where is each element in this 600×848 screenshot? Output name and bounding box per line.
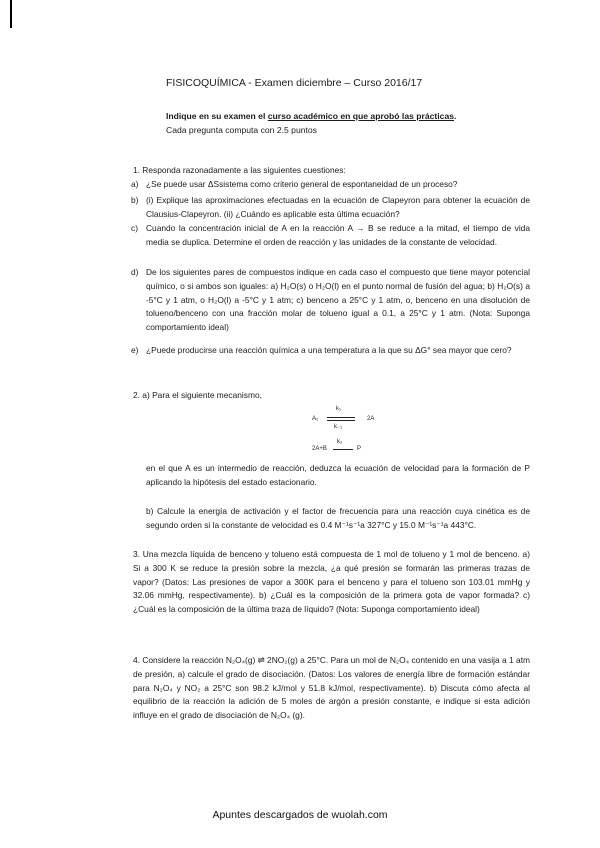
exam-title	[166, 77, 422, 89]
q3-text: 3. Una mezcla líquida de benceno y tolueno está compuesta de 1 mol de tolueno y 1 mol de benceno. a) Si a 300 K se reduce la presión sobre la mezcla, ¿a qué presión se formarán las primeras trazas de vapor? (Datos: Las presiones de vapor a 300K para el benceno y para el tolueno son 103.01 mmHg y 32.06 mmHg, respectivamente). b) ¿Cuál es la composición de la primera gota de vapor formada? c) ¿Cuál es la composición de la última traza de líquido? (Nota: Suponga comportamiento ideal)	[133, 549, 530, 615]
mech2-k2: k₂	[337, 439, 343, 445]
q4-text: 4. Considere la reacción N₂O₄(g) ⇌ 2NO₂(g) a 25°C. Para un mol de N₂O₄ contenido en una vasija a 1 atm de presión, a) calcule el grado de disociación. (Datos: Los valores de energía libre de formación estándar para N₂O₄ y NO₂ a 25°C son 98.2 kJ/mol y 51.8 kJ/mol, respectivamente). b) Discuta cómo afecta al equilibrio de la reacción la adición de 5 moles de argón a presión constante, e indique si esta adición influye en el grado de disociación de N₂O₄ (g).	[133, 655, 530, 721]
mech2-product: P	[357, 446, 362, 452]
q1-a-label: a)	[131, 179, 139, 189]
q1-b-text: (i) Explique las aproximaciones efectuadas en la ecuación de Clapeyron para obtener la ecuación de Clausius-Clapeyron. (ii) ¿Cuándo es aplicable esta última ecuación?	[146, 195, 530, 219]
scan-corner-mark	[10, 0, 12, 28]
mech1-reactant: A₂	[312, 416, 319, 422]
q1-b-label: b)	[131, 195, 139, 205]
mech1-k1: k₁	[336, 406, 342, 412]
instructions	[166, 110, 456, 137]
mech1-product: 2A	[367, 416, 375, 422]
instruction-line-2: Cada pregunta computa con 2.5 puntos	[166, 124, 317, 135]
q1-d-label: d)	[131, 267, 139, 277]
mech2-reactants: 2A+B	[312, 446, 327, 452]
mech1-forward-arrow	[327, 417, 355, 418]
q1-c-text: Cuando la concentración inicial de A en la reacción A → B se reduce a la mitad, el tiempo de vida media se duplica. Determine el orden de reacción y las unidades de la constante de velocidad.	[146, 223, 530, 247]
subject-name: FISICOQUÍMICA	[166, 77, 246, 89]
q1-e-label: e)	[131, 345, 139, 355]
q1-a-text: ¿Se puede usar ΔSsistema como criterio general de espontaneidad de un proceso?	[146, 179, 458, 189]
instruction-line-1: Indique en su examen el curso académico en que aprobó las prácticas.	[166, 111, 457, 121]
q1-c-label: c)	[131, 223, 138, 233]
footer-watermark: Apuntes descargados de wuolah.com	[212, 809, 388, 821]
q2-b-text: b) Calcule la energía de activación y el factor de frecuencia para una reacción cuya cinética es de segundo orden si la constante de velocidad es 0.4 M⁻¹s⁻¹a 327°C y 15.0 M⁻¹s⁻¹a 443°C.	[146, 506, 530, 530]
mech1-reverse-arrow	[327, 420, 355, 421]
q2-a-text: en el que A es un intermedio de reacción, deduzca la ecuación de velocidad para la formación de P aplicando la hipótesis del estado estacionario.	[146, 463, 530, 487]
mech1-km1: k₋₁	[334, 424, 343, 430]
q2-intro: 2. a) Para el siguiente mecanismo,	[133, 390, 262, 400]
mech2-arrow	[333, 449, 353, 450]
q1-e-text: ¿Puede producirse una reacción química a una temperatura a la que su ΔG° sea mayor que cero?	[146, 345, 512, 355]
q1-d-text: De los siguientes pares de compuestos indique en cada caso el compuesto que tiene mayor potencial químico, o si ambos son iguales: a) H₂O(s) o H₂O(l) en el punto normal de fusión del agua; b) H₂O(s) a -5°C y 1 atm, o H₂O(l) a -5°C y 1 atm; c) benceno a 25°C y 1 atm, o, benceno en una disolución de tolueno/benceno con una fracción molar de tolueno igual a 0.1, a 25°C y 1 atm. (Nota: Suponga comportamiento ideal)	[146, 267, 530, 333]
exam-session: - Examen diciembre – Curso 2016/17	[245, 77, 423, 89]
q1-intro: 1. Responda razonadamente a las siguientes cuestiones:	[133, 165, 346, 175]
